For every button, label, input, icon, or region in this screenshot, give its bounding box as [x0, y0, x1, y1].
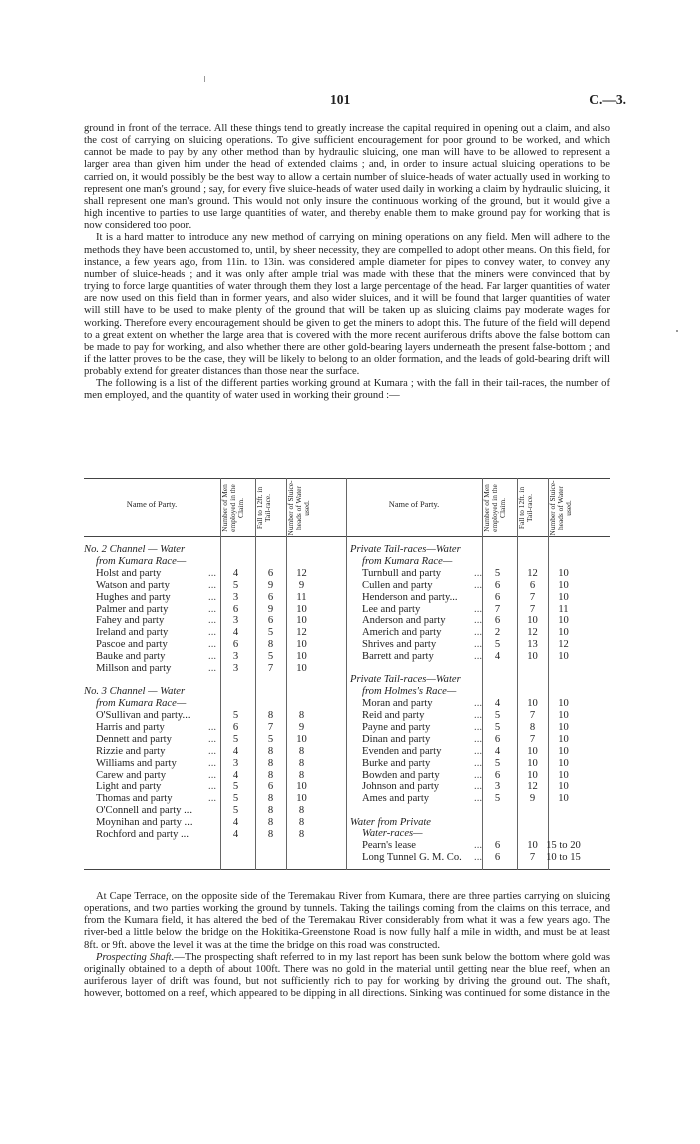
party-name-text: Shrives and party — [362, 639, 437, 651]
party-name-text: Harris and party — [96, 721, 165, 733]
cell-men: 3 — [232, 591, 239, 603]
party-name — [96, 829, 220, 840]
column-header-water: Number of Sluice-heads of Water used. — [285, 480, 311, 536]
page-header — [0, 92, 700, 112]
party-name-text: Ireland and party — [96, 627, 169, 639]
party-name-text: Reid and party — [362, 710, 425, 721]
cell-water: 10 — [558, 733, 569, 745]
party-name — [96, 651, 220, 662]
party-name — [96, 793, 220, 804]
cell-fall: 8 — [267, 710, 274, 721]
leader-dots: ... — [474, 769, 482, 781]
cell-water: 12 — [296, 567, 307, 579]
leader-dots: ... — [208, 757, 216, 769]
cell-fall: 9 — [267, 579, 274, 591]
party-name — [96, 734, 220, 745]
party-name-text: Carew and party — [96, 769, 167, 781]
party-name — [96, 663, 220, 674]
table-column-divider — [548, 478, 549, 870]
leader-dots: ... — [474, 567, 482, 579]
cell-fall: 6 — [267, 591, 274, 603]
cell-men: 5 — [232, 710, 239, 721]
cell-fall: 9 — [529, 793, 536, 805]
cell-men: 6 — [494, 615, 501, 627]
cell-men: 6 — [494, 852, 501, 864]
party-name-text: Moynihan and party ... — [96, 817, 193, 829]
cell-men: 5 — [232, 805, 239, 817]
party-name — [96, 627, 220, 638]
party-name-text: Holst and party — [96, 567, 162, 579]
party-name — [96, 604, 220, 615]
cell-men: 3 — [232, 663, 239, 674]
party-name-text: Dennett and party — [96, 733, 172, 745]
cell-fall: 12 — [527, 627, 538, 639]
cell-men: 5 — [494, 721, 501, 733]
cell-water: 11 — [558, 603, 569, 615]
table-bottom-rule — [84, 869, 610, 870]
party-name-text: Cullen and party — [362, 579, 433, 591]
margin-mark — [676, 330, 678, 332]
cell-water: 10 — [296, 639, 307, 651]
section-heading: from Kumara Race— — [96, 555, 187, 567]
column-header-men: Number of Men employed in the Claim. — [219, 484, 245, 532]
cell-fall: 6 — [267, 567, 274, 579]
party-name — [96, 817, 220, 828]
cell-men: 4 — [232, 829, 239, 840]
section-heading: Water-races— — [362, 828, 423, 840]
cell-water: 10 — [558, 757, 569, 769]
cell-water: 8 — [298, 805, 305, 817]
leader-dots: ... — [208, 769, 216, 781]
cell-fall: 7 — [529, 603, 536, 615]
cell-men: 4 — [494, 745, 501, 757]
cell-water: 8 — [298, 829, 305, 840]
cell-men: 5 — [232, 781, 239, 793]
party-name — [362, 746, 486, 757]
leader-dots: ... — [474, 698, 482, 710]
leader-dots: ... — [474, 639, 482, 651]
cell-men: 3 — [232, 757, 239, 769]
cell-water: 9 — [298, 721, 305, 733]
cell-water: 10 — [558, 627, 569, 639]
paragraph: It is a hard matter to introduce any new method of carrying on mining operations on any field. Men will adhere to the methods they have been accustomed to, until, by sheer necessity, they are compelled to adopt other means. On this field, for instance, a few years ago, from 11in. to 13in. was considered ample diameter for pipes to convey water, to convey any number of sluice-heads ; and it was only after ample trial was made with these that the miners were convinced that by trying to force large quantities of water through them they lost a large percentage of the head. Far larger quantities of water are now used on this field than in former years, and also wider sluices, and it will be found that larger quantities of water will still have to be used to make plenty of the ground that will be taken up as sluicing claims pay moderate wages for working. Therefore every encouragement should be given to get the miners to adopt this. The future of the field will depend to a great extent on whether the large area that is covered with the more recent auriferous drifts above the false bottom can be made to pay for working, and also whether there are other gold-bearing layers underneath the present false-bottom ; and if the latter proves to be the case, they will be likely to belong to an older formation, and the leads of gold-bearing drift will probably extend for greater distances than those near the surface. — [84, 232, 610, 378]
column-header-water: Number of Sluice-heads of Water used. — [547, 480, 573, 536]
cell-water: 10 to 15 — [546, 852, 581, 864]
party-name-text: Long Tunnel G. M. Co. — [362, 852, 462, 864]
cell-fall: 8 — [267, 805, 274, 817]
cell-fall: 5 — [267, 733, 274, 745]
section-heading: No. 3 Channel — Water — [84, 686, 186, 698]
party-name — [96, 781, 220, 792]
cell-water: 8 — [298, 745, 305, 757]
party-name — [362, 852, 486, 863]
cell-fall: 8 — [267, 793, 274, 805]
party-name-text: Turnbull and party — [362, 567, 442, 579]
paragraph-lead: Prospecting Shaft. — [96, 951, 175, 963]
cell-fall: 7 — [529, 852, 536, 864]
cell-water: 9 — [298, 579, 305, 591]
table-column-divider — [286, 478, 287, 870]
cell-fall: 10 — [527, 651, 538, 663]
leader-dots: ... — [474, 781, 482, 793]
party-name — [96, 639, 220, 650]
party-name — [362, 734, 486, 745]
table-header-rule — [84, 536, 610, 537]
cell-men: 5 — [232, 793, 239, 805]
party-name-text: Evenden and party — [362, 745, 442, 757]
cell-water: 10 — [558, 579, 569, 591]
cell-water: 10 — [558, 567, 569, 579]
cell-water: 10 — [558, 781, 569, 793]
table-column-divider — [255, 478, 256, 870]
leader-dots: ... — [474, 733, 482, 745]
party-name-text: Pascoe and party — [96, 639, 168, 651]
cell-water: 10 — [296, 615, 307, 627]
cell-men: 6 — [494, 769, 501, 781]
party-name — [96, 580, 220, 591]
leader-dots: ... — [208, 591, 216, 603]
leader-dots: ... — [474, 840, 482, 852]
cell-men: 4 — [494, 651, 501, 663]
cell-men: 4 — [232, 769, 239, 781]
cell-fall: 10 — [527, 757, 538, 769]
party-name — [96, 568, 220, 579]
cell-fall: 8 — [267, 817, 274, 829]
cell-fall: 8 — [267, 829, 274, 840]
cell-water: 12 — [296, 627, 307, 639]
party-name-text: Lee and party — [362, 603, 421, 615]
leader-dots: ... — [474, 579, 482, 591]
cell-men: 6 — [232, 603, 239, 615]
party-name — [362, 698, 486, 709]
party-name — [362, 710, 486, 721]
leader-dots: ... — [474, 793, 482, 805]
cell-men: 4 — [494, 698, 501, 710]
cell-men: 3 — [232, 651, 239, 663]
leader-dots: ... — [208, 781, 216, 793]
cell-fall: 5 — [267, 627, 274, 639]
cell-water: 10 — [296, 793, 307, 805]
cell-fall: 9 — [267, 603, 274, 615]
leader-dots: ... — [208, 721, 216, 733]
cell-water: 10 — [558, 710, 569, 721]
cell-men: 6 — [232, 639, 239, 651]
cell-water: 10 — [296, 733, 307, 745]
leader-dots: ... — [208, 603, 216, 615]
party-name — [96, 746, 220, 757]
party-name — [96, 710, 220, 721]
party-name-text: Palmer and party — [96, 603, 169, 615]
cell-men: 5 — [494, 710, 501, 721]
cell-men: 5 — [494, 639, 501, 651]
cell-fall: 10 — [527, 840, 538, 852]
party-name-text: Light and party — [96, 781, 162, 793]
party-name-text: Bowden and party — [362, 769, 440, 781]
cell-men: 6 — [232, 721, 239, 733]
leader-dots: ... — [208, 615, 216, 627]
cell-water: 8 — [298, 817, 305, 829]
cell-fall: 8 — [267, 769, 274, 781]
column-header-fall: Fall to 12ft. in Tail-race. — [254, 486, 272, 530]
cell-men: 4 — [232, 627, 239, 639]
column-header-name: Name of Party. — [388, 500, 440, 509]
party-name-text: Dinan and party — [362, 733, 431, 745]
column-header-fall: Fall to 12ft. in Tail-race. — [516, 486, 534, 530]
leader-dots: ... — [474, 651, 482, 663]
section-heading: Water from Private — [350, 816, 432, 828]
table-top-rule — [84, 478, 610, 479]
cell-men: 6 — [494, 733, 501, 745]
party-name — [96, 615, 220, 626]
table-column-divider — [482, 478, 483, 870]
cell-fall: 6 — [267, 615, 274, 627]
party-name — [96, 592, 220, 603]
party-name-text: Barrett and party — [362, 651, 434, 663]
paragraph: ground in front of the terrace. All these things tend to greatly increase the capital required in opening out a claim, and also the cost of carrying on sluicing operations. To give sufficient encouragement for poor ground to be worked, and which cannot be made to pay by any other method than by hydraulic sluicing, one man will have to be allowed to represent a larger area than given him under the head of extended claims ; and, in order to insure actual sluicing operations to be carried on, it would possibly be the best way to allow a certain number of sluice-heads of water actually used in working to represent one man's ground ; say, for every five sluice-heads of water used daily in working a claim by hydraulic sluicing, it shall represent one man's ground. This would not only insure the continuous working of the ground, but it would give a high incentive to parties to use large quantities of water, and thereby enable them to make ground pay for working that is now considered too poor. — [84, 123, 610, 232]
leader-dots: ... — [208, 733, 216, 745]
cell-fall: 13 — [527, 639, 538, 651]
party-name-text: Pearn's lease — [362, 840, 416, 852]
party-name-text: Payne and party — [362, 721, 431, 733]
party-name — [96, 758, 220, 769]
cell-water: 10 — [558, 651, 569, 663]
cell-men: 2 — [494, 627, 501, 639]
party-name-text: Americh and party — [362, 627, 442, 639]
leader-dots: ... — [474, 745, 482, 757]
party-name — [96, 805, 220, 816]
cell-fall: 7 — [529, 591, 536, 603]
leader-dots: ... — [208, 579, 216, 591]
column-header-men: Number of Men employed in the Claim. — [481, 484, 507, 532]
cell-men: 5 — [494, 757, 501, 769]
party-name-text: Millson and party — [96, 663, 172, 674]
cell-men: 6 — [494, 840, 501, 852]
party-name — [96, 722, 220, 733]
leader-dots: ... — [474, 615, 482, 627]
party-name — [362, 840, 486, 851]
margin-mark — [204, 76, 205, 82]
cell-water: 15 to 20 — [546, 840, 581, 852]
party-name-text: O'Sullivan and party... — [96, 710, 191, 721]
party-name — [362, 758, 486, 769]
document-reference: C.—3. — [589, 92, 626, 107]
cell-water: 10 — [296, 781, 307, 793]
party-name-text: Williams and party — [96, 757, 177, 769]
cell-men: 5 — [232, 579, 239, 591]
party-name-text: O'Connell and party ... — [96, 805, 193, 817]
cell-water: 10 — [558, 615, 569, 627]
cell-water: 10 — [558, 793, 569, 805]
page-number: 101 — [330, 92, 351, 107]
section-heading: from Holmes's Race— — [362, 686, 457, 698]
party-name — [362, 592, 486, 603]
column-header-name: Name of Party. — [126, 500, 178, 509]
leader-dots: ... — [474, 852, 482, 864]
section-heading: from Kumara Race— — [362, 555, 453, 567]
cell-water: 10 — [558, 745, 569, 757]
cell-fall: 6 — [529, 579, 536, 591]
party-name-text: Moran and party — [362, 698, 433, 710]
cell-men: 7 — [494, 603, 501, 615]
cell-fall: 10 — [527, 615, 538, 627]
leader-dots: ... — [208, 627, 216, 639]
cell-water: 10 — [558, 591, 569, 603]
cell-fall: 12 — [527, 781, 538, 793]
party-name-text: Watson and party — [96, 579, 170, 591]
party-name-text: Rizzie and party — [96, 745, 166, 757]
paragraph-text: —The prospecting shaft referred to in my last report has been sunk below the bottom where gold was originally obtained to a depth of about 100ft. There was no gold in the material until getting near the blue reef, when an auriferous layer of drift was found, but not sufficiently rich to pay for working by driving the ground out. The shaft, however, bottomed on a reef, which appeared to be dipping in all directions. Sinking was continued for some distance in the — [84, 951, 610, 1000]
cell-water: 8 — [298, 757, 305, 769]
party-name — [362, 604, 486, 615]
cell-fall: 7 — [529, 733, 536, 745]
cell-men: 3 — [232, 615, 239, 627]
party-name-text: Rochford and party ... — [96, 829, 189, 840]
body-text-bottom — [84, 891, 610, 1000]
party-name-text: Ames and party — [362, 793, 430, 805]
leader-dots: ... — [208, 745, 216, 757]
leader-dots: ... — [474, 627, 482, 639]
cell-fall: 7 — [529, 710, 536, 721]
cell-fall: 5 — [267, 651, 274, 663]
party-name-text: Anderson and party — [362, 615, 446, 627]
paragraph: At Cape Terrace, on the opposite side of the Teremakau River from Kumara, there are three parties carrying on sluicing operations, and two parties working the ground by tunnels. Taking the tailings coming from the claims on this terrace, and from the Kumara field, it has altered the bed of the Teremakau River considerably from what it was a few years ago. The river-bed a little below the bridge on the Hokitika-Greenstone Road is now fully half a mile in width, and must be at least 8ft. or 9ft. above the level it was at the time the bridge on this road was constructed. — [84, 891, 610, 951]
leader-dots: ... — [208, 651, 216, 663]
party-name — [362, 580, 486, 591]
party-name-text: Henderson and party... — [362, 591, 458, 603]
cell-water: 10 — [558, 769, 569, 781]
party-name — [362, 568, 486, 579]
leader-dots: ... — [474, 721, 482, 733]
cell-water: 10 — [296, 651, 307, 663]
cell-men: 5 — [232, 733, 239, 745]
section-heading: from Kumara Race— — [96, 698, 187, 710]
cell-fall: 10 — [527, 745, 538, 757]
cell-men: 4 — [232, 567, 239, 579]
table-column-divider — [346, 478, 347, 870]
cell-fall: 7 — [267, 663, 274, 674]
cell-fall: 8 — [267, 639, 274, 651]
cell-fall: 8 — [267, 757, 274, 769]
leader-dots: ... — [474, 710, 482, 721]
cell-water: 10 — [296, 663, 307, 674]
parties-table — [84, 478, 610, 870]
cell-fall: 6 — [267, 781, 274, 793]
cell-fall: 12 — [527, 567, 538, 579]
party-name-text: Fahey and party — [96, 615, 165, 627]
party-name — [362, 722, 486, 733]
party-name-text: Johnson and party — [362, 781, 440, 793]
party-name-text: Burke and party — [362, 757, 431, 769]
cell-water: 10 — [296, 603, 307, 615]
cell-fall: 7 — [267, 721, 274, 733]
party-name — [362, 639, 486, 650]
party-name — [96, 770, 220, 781]
section-heading: Private Tail-races—Water — [350, 544, 461, 555]
cell-fall: 10 — [527, 698, 538, 710]
cell-water: 11 — [296, 591, 307, 603]
leader-dots: ... — [208, 567, 216, 579]
section-heading: Private Tail-races—Water — [350, 674, 461, 686]
leader-dots: ... — [208, 663, 216, 674]
cell-water: 10 — [558, 721, 569, 733]
cell-fall: 8 — [529, 721, 536, 733]
party-name — [362, 627, 486, 638]
cell-water: 10 — [558, 698, 569, 710]
cell-men: 6 — [494, 579, 501, 591]
leader-dots: ... — [474, 757, 482, 769]
cell-men: 6 — [494, 591, 501, 603]
cell-men: 4 — [232, 745, 239, 757]
paragraph — [84, 952, 610, 1001]
party-name — [362, 615, 486, 626]
table-column-divider — [517, 478, 518, 870]
cell-men: 3 — [494, 781, 501, 793]
paragraph: The following is a list of the different parties working ground at Kumara ; with the fall in their tail-races, the number of men employed, and the quantity of water used in working their ground :— — [84, 378, 610, 402]
party-name-text: Bauke and party — [96, 651, 166, 663]
leader-dots: ... — [474, 603, 482, 615]
cell-men: 5 — [494, 567, 501, 579]
cell-water: 12 — [558, 639, 569, 651]
party-name-text: Thomas and party — [96, 793, 173, 805]
cell-water: 8 — [298, 710, 305, 721]
party-name — [362, 793, 486, 804]
party-name — [362, 770, 486, 781]
cell-men: 5 — [494, 793, 501, 805]
cell-water: 8 — [298, 769, 305, 781]
party-name-text: Hughes and party — [96, 591, 171, 603]
leader-dots: ... — [208, 639, 216, 651]
cell-men: 4 — [232, 817, 239, 829]
cell-fall: 10 — [527, 769, 538, 781]
cell-fall: 8 — [267, 745, 274, 757]
table-column-divider — [220, 478, 221, 870]
party-name — [362, 651, 486, 662]
leader-dots: ... — [208, 793, 216, 805]
party-name — [362, 781, 486, 792]
body-text-top — [84, 123, 610, 403]
section-heading: No. 2 Channel — Water — [84, 544, 186, 555]
